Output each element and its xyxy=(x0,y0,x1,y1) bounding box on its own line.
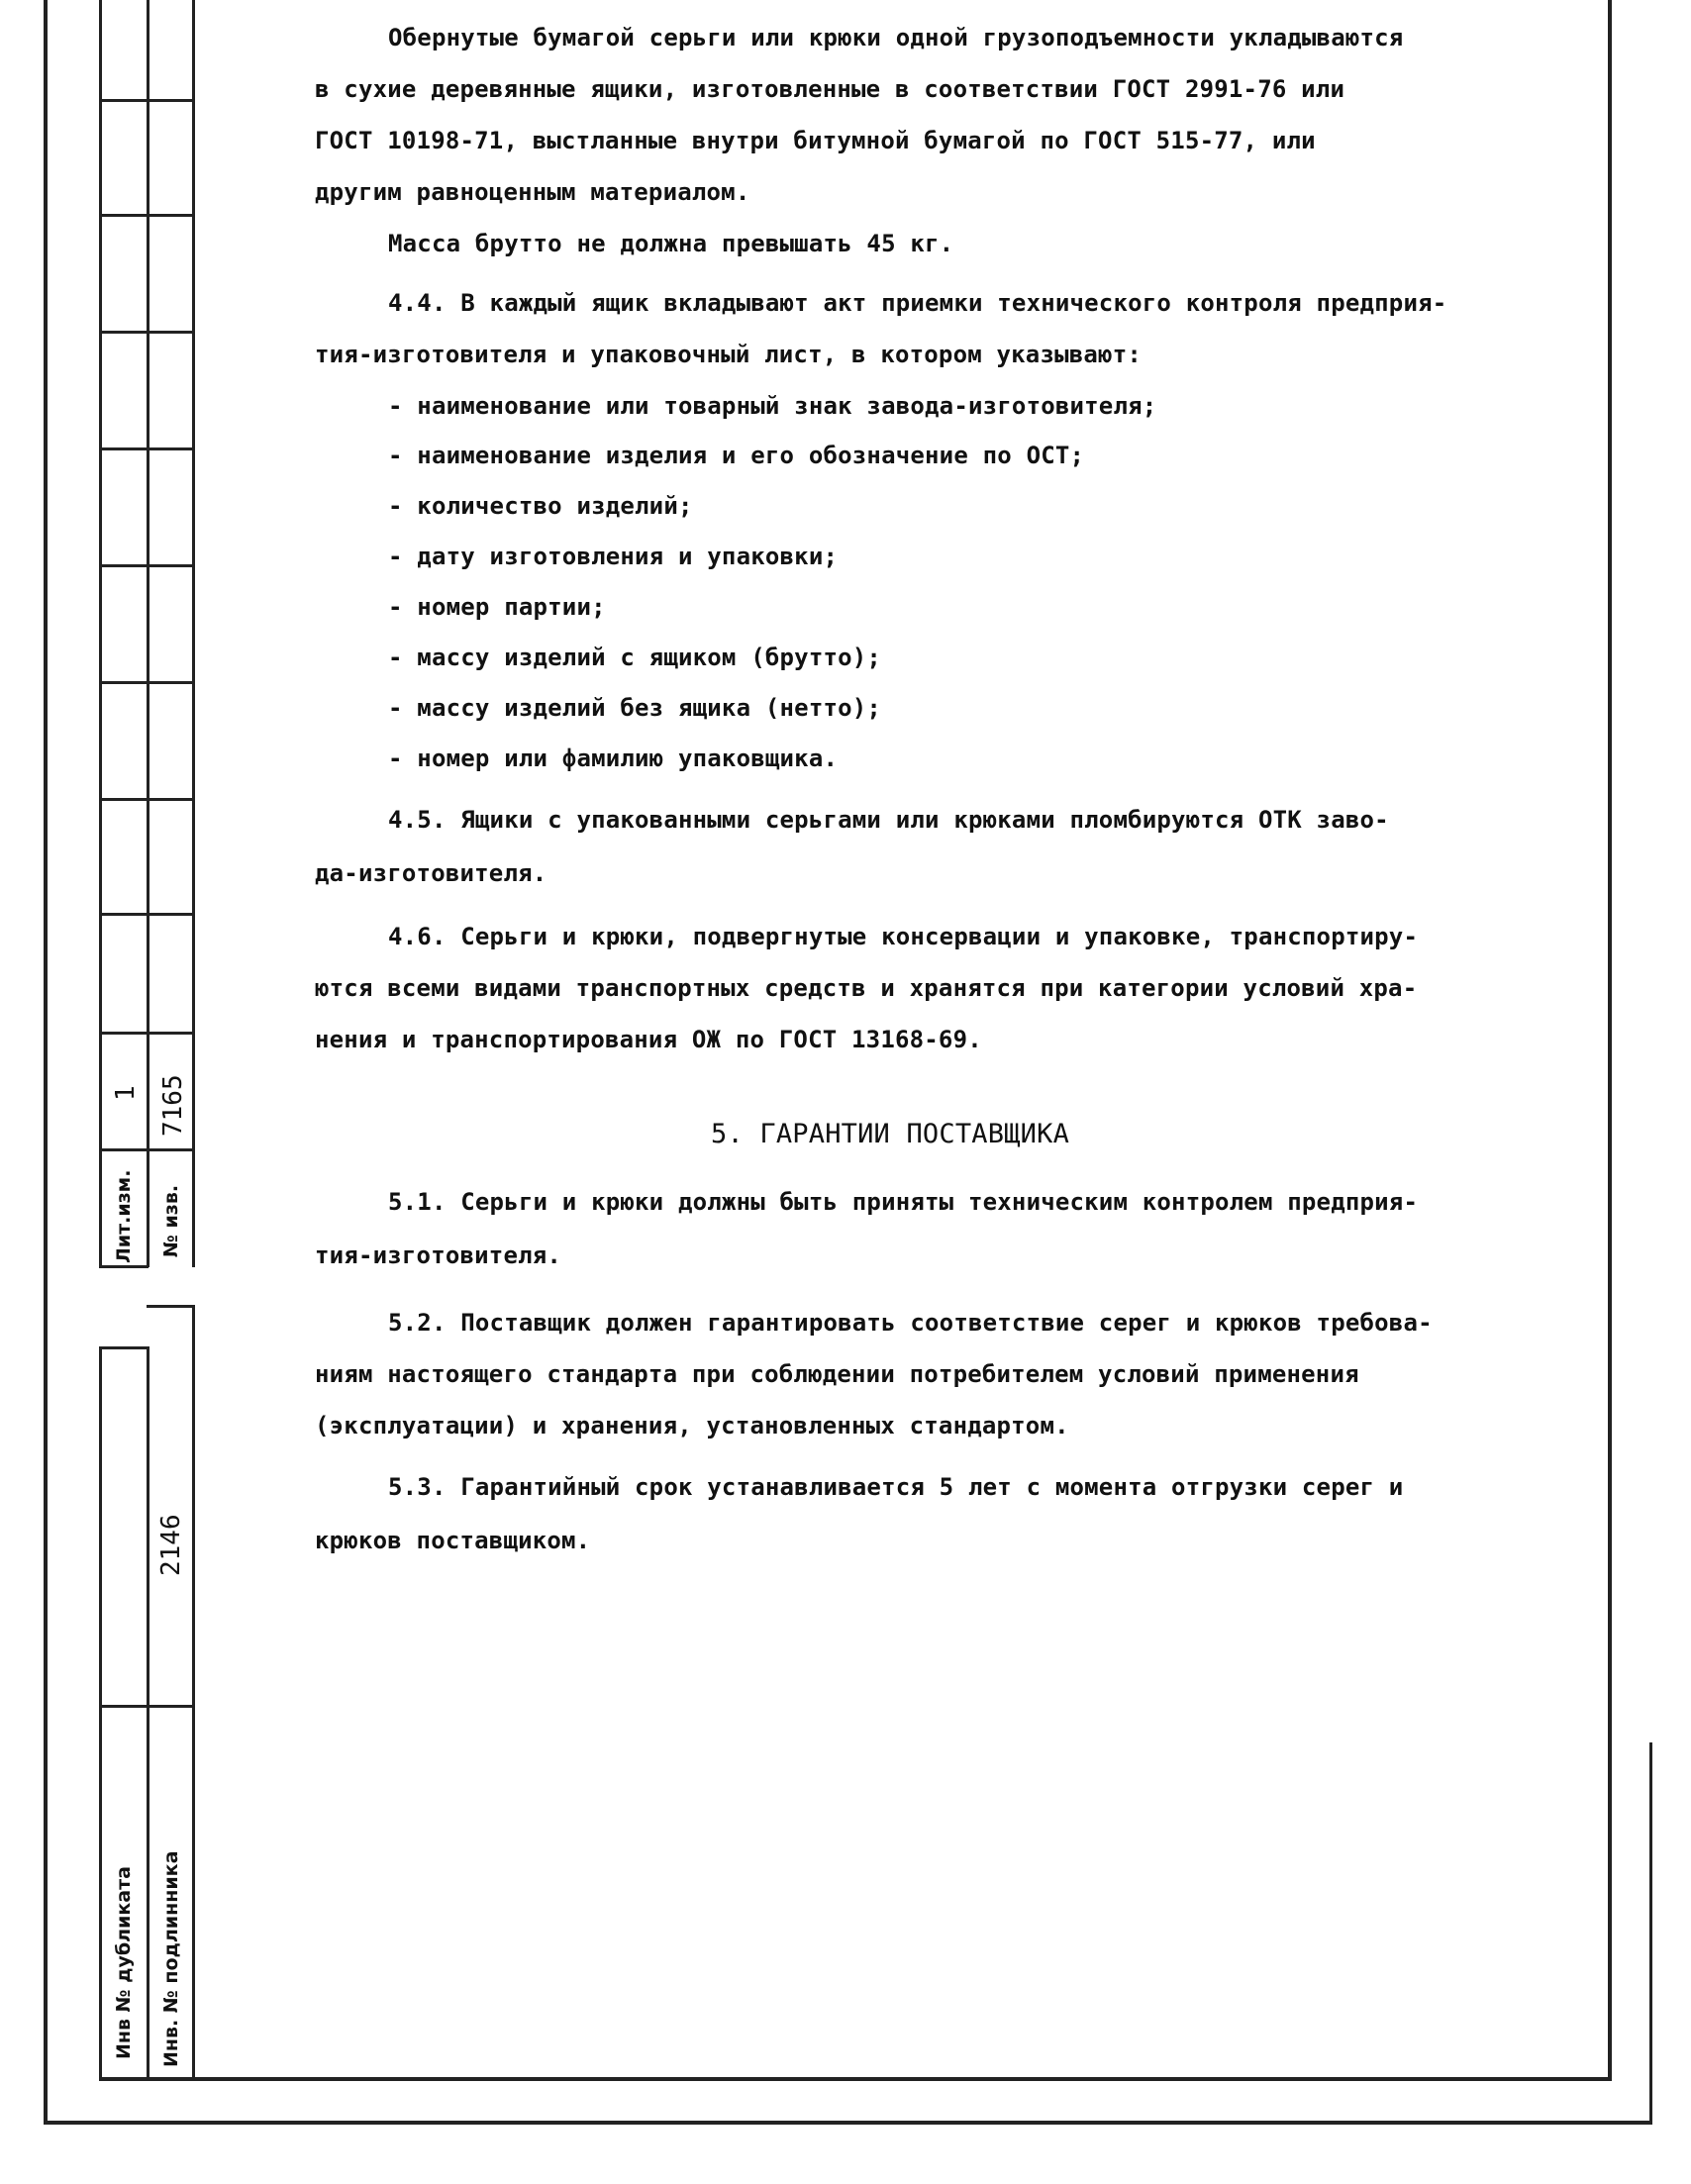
paragraph-5-3-line: крюков поставщиком. xyxy=(315,1527,591,1554)
paragraph-5-1-line: тия-изготовителя. xyxy=(315,1241,562,1269)
frame-right-outer-border xyxy=(1649,1742,1652,2125)
list-item: - наименование или товарный знак завода-изготовителя; xyxy=(388,392,1157,420)
inv-podl-value: 2146 xyxy=(156,1514,186,1576)
margin-column-line-2 xyxy=(147,0,149,1267)
margin-column-line-6 xyxy=(192,1307,195,2081)
stamp-grid-line xyxy=(99,798,195,801)
paragraph-5-3-line: 5.3. Гарантийный срок устанавливается 5 лет с момента отгрузки серег и xyxy=(388,1473,1404,1501)
inv-dubl-label: Инв № дубликата xyxy=(113,1866,135,2059)
list-item: - наименование изделия и его обозначение по ОСТ; xyxy=(388,442,1085,469)
lit-izm-value: 1 xyxy=(111,1085,141,1101)
paragraph-4-4-line: тия-изготовителя и упаковочный лист, в котором указывают: xyxy=(315,341,1143,368)
margin-column-line-4 xyxy=(99,1346,102,2081)
paragraph-5-2-line: (эксплуатации) и хранения, установленных стандартом. xyxy=(315,1412,1069,1439)
stamp-grid-line xyxy=(99,1265,149,1268)
stamp-grid-line xyxy=(99,99,195,102)
no-izv-label: № изв. xyxy=(160,1184,182,1257)
stamp-grid-line xyxy=(99,681,195,684)
list-item: - номер партии; xyxy=(388,593,606,621)
inner-bottom-border xyxy=(99,2077,1612,2081)
stamp-grid-line xyxy=(99,2077,195,2080)
frame-left-border xyxy=(44,0,48,2125)
paragraph-5-2-line: 5.2. Поставщик должен гарантировать соответствие серег и крюков требова- xyxy=(388,1309,1433,1337)
margin-column-line-3 xyxy=(192,0,195,1267)
paragraph-5-2-line: ниям настоящего стандарта при соблюдении потребителем условий применения xyxy=(315,1360,1359,1388)
paragraph-5-1-line: 5.1. Серьги и крюки должны быть приняты техническим контролем предприя- xyxy=(388,1188,1419,1216)
stamp-grid-line xyxy=(99,447,195,450)
stamp-grid-line xyxy=(147,1305,195,1308)
paragraph-4-5-line: да-изготовителя. xyxy=(315,859,547,887)
list-item: - номер или фамилию упаковщика. xyxy=(388,745,839,772)
no-izv-value: 7165 xyxy=(158,1074,188,1137)
frame-bottom-border xyxy=(44,2121,1651,2125)
inner-right-border xyxy=(1608,0,1612,2081)
paragraph-4-6-line: нения и транспортирования ОЖ по ГОСТ 13168-69. xyxy=(315,1026,982,1053)
paragraph-packing-line: другим равноценным материалом. xyxy=(315,178,750,206)
paragraph-packing-line: Обернутые бумагой серьги или крюки одной грузоподъемности укладываются xyxy=(388,24,1404,51)
paragraph-4-6-line: 4.6. Серьги и крюки, подвергнутые консервации и упаковке, транспортиру- xyxy=(388,923,1419,950)
paragraph-4-4-line: 4.4. В каждый ящик вкладывают акт приемки технического контроля предприя- xyxy=(388,289,1447,317)
stamp-grid-line xyxy=(99,1346,149,1349)
list-item: - дату изготовления и упаковки; xyxy=(388,543,839,570)
margin-column-line-5 xyxy=(147,1346,149,2081)
inv-podl-label: Инв. № подлинника xyxy=(160,1850,182,2067)
stamp-grid-line xyxy=(99,214,195,217)
stamp-grid-line xyxy=(99,1032,195,1035)
stamp-grid-line xyxy=(99,331,195,334)
paragraph-4-5-line: 4.5. Ящики с упакованными серьгами или крюками пломбируются ОТК заво- xyxy=(388,806,1389,834)
list-item: - количество изделий; xyxy=(388,492,693,520)
section-heading: 5. ГАРАНТИИ ПОСТАВЩИКА xyxy=(711,1119,1070,1149)
paragraph-4-6-line: ются всеми видами транспортных средств и хранятся при категории условий хра- xyxy=(315,974,1418,1002)
stamp-grid-line xyxy=(99,1148,195,1151)
lit-izm-label: Лит.изм. xyxy=(113,1169,135,1263)
stamp-grid-line xyxy=(99,913,195,916)
paragraph-packing-line: в сухие деревянные ящики, изготовленные в соответствии ГОСТ 2991-76 или xyxy=(315,75,1345,103)
stamp-grid-line xyxy=(99,1705,195,1708)
paragraph-gross-mass: Масса брутто не должна превышать 45 кг. xyxy=(388,230,954,257)
list-item: - массу изделий без ящика (нетто); xyxy=(388,694,882,722)
list-item: - массу изделий с ящиком (брутто); xyxy=(388,644,882,671)
stamp-grid-line xyxy=(99,564,195,567)
margin-column-line-1 xyxy=(99,0,102,1267)
paragraph-packing-line: ГОСТ 10198-71, выстланные внутри битумной бумагой по ГОСТ 515-77, или xyxy=(315,127,1316,154)
